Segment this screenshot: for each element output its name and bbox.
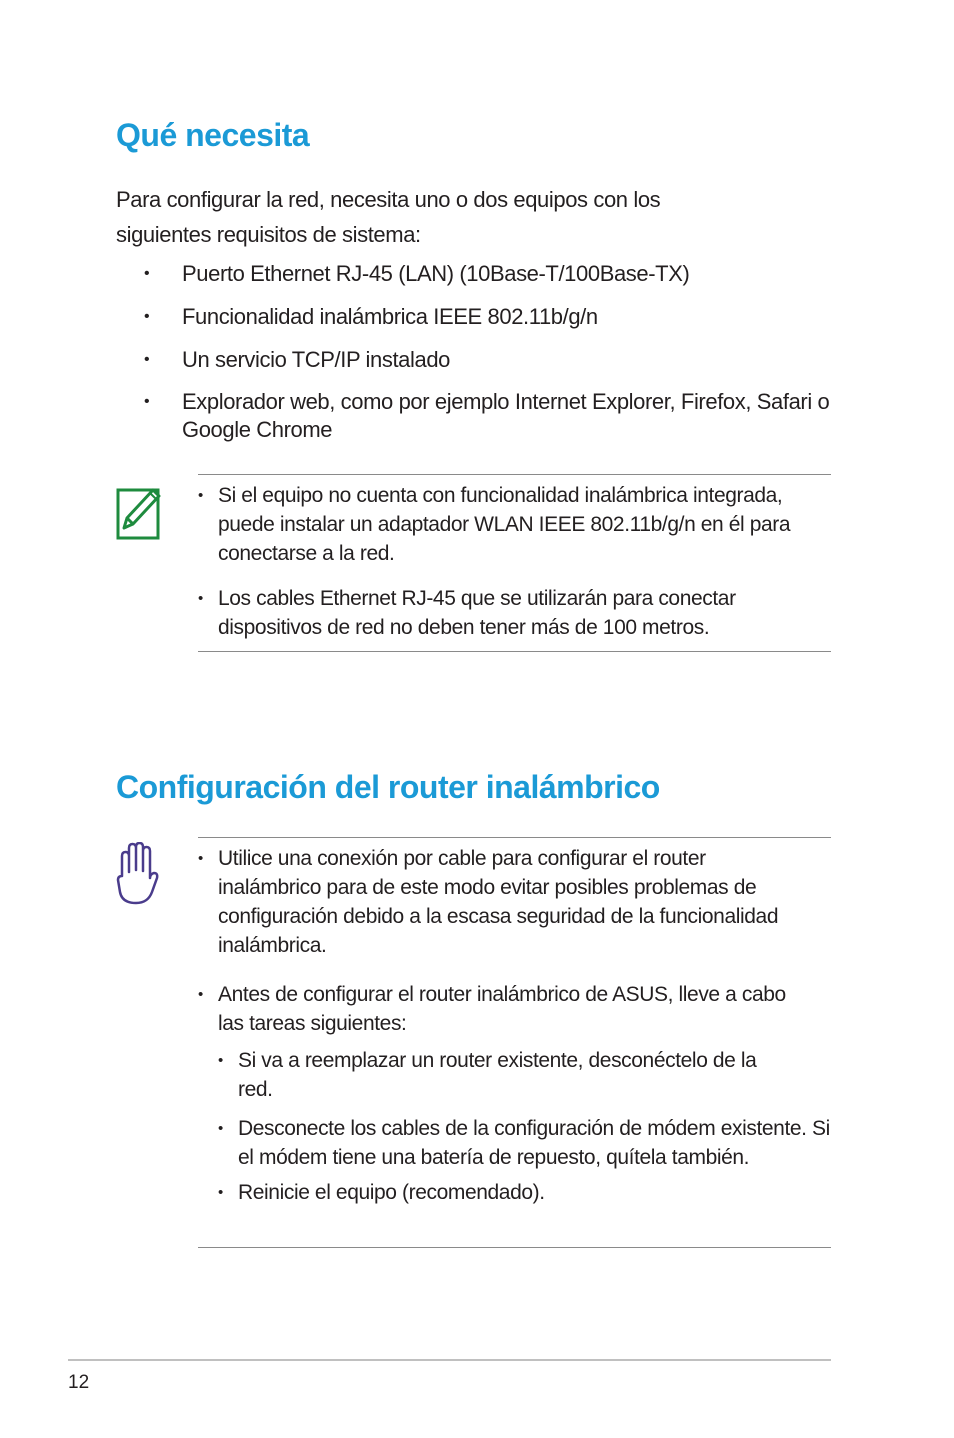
list-item: • Funcionalidad inalámbrica IEEE 802.11b/g/n [144,304,598,329]
list-item: • Un servicio TCP/IP instalado [144,347,451,372]
requirements-list [116,259,846,458]
warning-list [198,844,831,1207]
section-title-que-necesita: Qué necesita [116,117,310,153]
note-item: • Antes de configurar el router inalámbrico de ASUS, lleve a cabo las tareas siguientes: • Si va a reemplazar un router existente, desconéctelo de la red. • Desconecte los cables de la configuración de módem existente. Si el módem tiene una batería de repuesto, quítela también. • Reinicie el equipo (recomendado). [198,980,831,1207]
list-item: • Explorador web, como por ejemplo Internet Explorer, Firefox, Safari o Google Chrome [144,389,830,442]
list-item: • Reinicie el equipo (recomendado). [218,1181,545,1204]
intro-paragraph [116,182,836,252]
intro-line-1: Para configurar la red, necesita uno o dos equipos con los [116,187,661,212]
note-pencil-icon [115,484,165,542]
page-number: 12 [68,1372,90,1393]
note-list [198,481,831,642]
hand-stop-icon [114,842,160,906]
list-item: • Si va a reemplazar un router existente, desconéctelo de la red. [218,1049,757,1101]
list-item: • Puerto Ethernet RJ-45 (LAN) (10Base-T/100Base-TX) [144,261,690,286]
note-item: • Si el equipo no cuenta con funcionalidad inalámbrica integrada, puede instalar un adaptador WLAN IEEE 802.11b/g/n en él para conectarse a la red. [198,484,791,565]
list-item: • Desconecte los cables de la configuración de módem existente. Si el módem tiene una batería de repuesto, quítela también. [218,1117,830,1169]
warning-box [198,837,831,1248]
note-item: • Los cables Ethernet RJ-45 que se utilizarán para conectar dispositivos de red no deben tener más de 100 metros. [198,587,736,639]
note-item: • Utilice una conexión por cable para configurar el router inalámbrico para de este modo evitar posibles problemas de configuración debido a la escasa seguridad de la funcionalidad inalámbrica. [198,847,779,957]
note-box [198,474,831,652]
footer-divider [68,1359,831,1361]
intro-line-2: siguientes requisitos de sistema: [116,222,421,247]
section-title-configuracion: Configuración del router inalámbrico [116,769,660,805]
subtask-list [218,1046,831,1207]
